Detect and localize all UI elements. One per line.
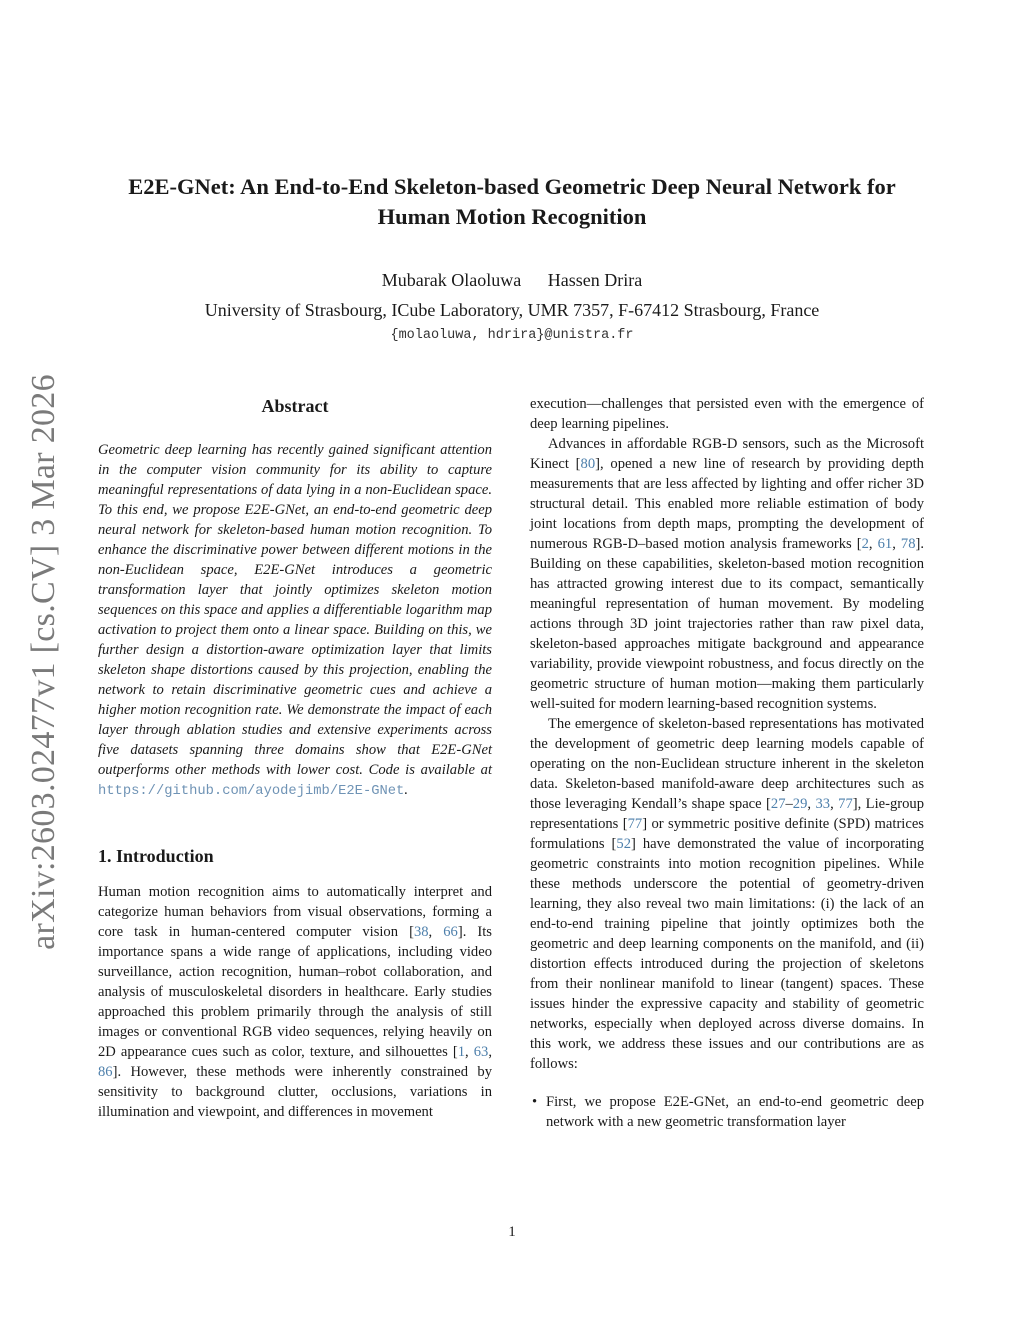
citation-link[interactable]: 86: [98, 1064, 113, 1080]
citation-link[interactable]: 80: [580, 456, 596, 472]
citation-link[interactable]: 52: [616, 836, 631, 852]
abstract-text: Geometric deep learning has recently gained significant attention in the computer vision community for its ability to capture meaningful representations of data lying in a non-Euclidean space. To this end, we propose E2E-GNet, an end-to-end geometric deep neural network for skeleton-based human motion recognition. To enhance the discriminative power between different motions in the non-Euclidean space, E2E-GNet introduces a geometric transformation layer that jointly optimizes skeleton motion sequences on this space and applies a differentiable logarithm map activation to project them onto a linear space. Building on this, we further design a distortion-aware optimization layer that limits skeleton shape distortions caused by this projection, enabling the network to retain discriminative geometric cues and achieve a higher motion recognition rate. We demonstrate the impact of each layer through ablation studies and extensive experiments across five datasets spanning three domains show that E2E-GNet outperforms other methods with lower cost. Code is available at https://github.com/ayodejimb/E2E-GNet.: [98, 442, 492, 799]
citation-link[interactable]: 1: [457, 1044, 465, 1060]
right-column: [530, 394, 924, 1132]
affiliation: University of Strasbourg, ICube Laboratory, UMR 7357, F-67412 Strasbourg, France: [204, 300, 820, 320]
code-link[interactable]: https://github.com/ayodejimb/E2E-GNet: [98, 784, 405, 799]
intro-paragraph-3: The emergence of skeleton-based representations has motivated the development of geometric deep learning models capable of operating on the non-Euclidean structure inherent in the skeleton data. Skeleton-based manifold-aware deep architectures such as those leveraging Kendall’s shape space [27–29, 33, 77], Lie-group representations [77] or symmetric positive definite (SPD) matrices formulations [52] have demonstrated the value of incorporating geometric constraints into motion recognition pipelines. While these methods underscore the potential of geometry-driven learning, they also reveal two main limitations: (i) the lack of an end-to-end training pipeline that jointly optimizes both the geometric and deep learning components on the manifold, and (ii) distortion effects introduced during the projection of skeletons from their nonlinear manifold to linear (tangent) spaces. These issues hinder the expressive capacity and stability of geometric networks, especially when deployed across diverse domains. In this work, we address these issues and our contributions are as follows:: [530, 716, 925, 1072]
citation-link[interactable]: 27: [770, 796, 786, 812]
paper-title-line-2: Human Motion Recognition: [377, 204, 647, 229]
intro-paragraph-1: Human motion recognition aims to automatically interpret and categorize human behaviors from visual observations, forming a core task in human-centered computer vision [38, 66]. Its importance spans a wide range of applications, including video surveillance, action recognition, human–robot collaboration, and analysis of musculoskeletal disorders in healthcare. Early studies approached this problem primarily through the analysis of still images or conventional RGB video sequences, relying heavily on 2D appearance cues such as color, texture, and silhouettes [1, 63, 86]. However, these methods were inherently constrained by sensitivity to background clutter, occlusions, variations in illumination and viewpoint, and differences in movement: [98, 884, 492, 1120]
citation-link[interactable]: 66: [443, 924, 458, 940]
citation-link[interactable]: 77: [627, 816, 643, 832]
contribution-item: • First, we propose E2E-GNet, an end-to-end geometric deep network with a new geometric transformation layer: [530, 1092, 924, 1132]
intro-paragraph-2: Advances in affordable RGB-D sensors, such as the Microsoft Kinect [80], opened a new line of research by providing depth measurements that are less affected by lighting and offer richer 3D structural detail. This enabled more reliable estimation of body joint locations from depth maps, prompting the development of numerous RGB-D–based motion analysis frameworks [2, 61, 78]. Building on these capabilities, skeleton-based motion recognition has attracted growing interest due to its compact, semantically meaningful representation of human movement. By modeling actions through 3D joint trajectories rather than raw pixel data, skeleton-based approaches mitigate background and appearance variability, provide viewpoint robustness, and focus directly on the geometric structure of human motion—making them particularly well-suited for modern learning-based recognition systems.: [530, 436, 925, 712]
citation-link[interactable]: 63: [473, 1044, 489, 1060]
paper-title: [60, 172, 964, 232]
author-name: Hassen Drira: [547, 270, 643, 290]
paper-title-line-1: E2E-GNet: An End-to-End Skeleton-based Geometric Deep Neural Network for: [128, 174, 896, 199]
arxiv-identifier: arXiv:2603.02477v1 [cs.CV] 3 Mar 2026: [25, 374, 62, 950]
page-number: 1: [508, 1224, 516, 1240]
left-column: [98, 394, 492, 1122]
citation-link[interactable]: 61: [877, 536, 893, 552]
citation-link[interactable]: 29: [792, 796, 808, 812]
citation-link[interactable]: 38: [413, 924, 429, 940]
intro-paragraph-1-continued: execution—challenges that persisted even with the emergence of deep learning pipelines.: [530, 396, 924, 432]
contribution-list: [530, 1092, 924, 1132]
author-name: Mubarak Olaoluwa: [381, 270, 522, 290]
citation-link[interactable]: 33: [815, 796, 831, 812]
abstract-heading: Abstract: [261, 396, 329, 416]
citation-link[interactable]: 78: [900, 536, 916, 552]
author-email: {molaoluwa, hdrira}@unistra.fr: [390, 328, 634, 343]
introduction-heading: 1. Introduction: [98, 846, 214, 866]
citation-link[interactable]: 77: [838, 796, 853, 812]
citation-link[interactable]: 2: [861, 536, 869, 552]
author-list: [0, 270, 1024, 291]
